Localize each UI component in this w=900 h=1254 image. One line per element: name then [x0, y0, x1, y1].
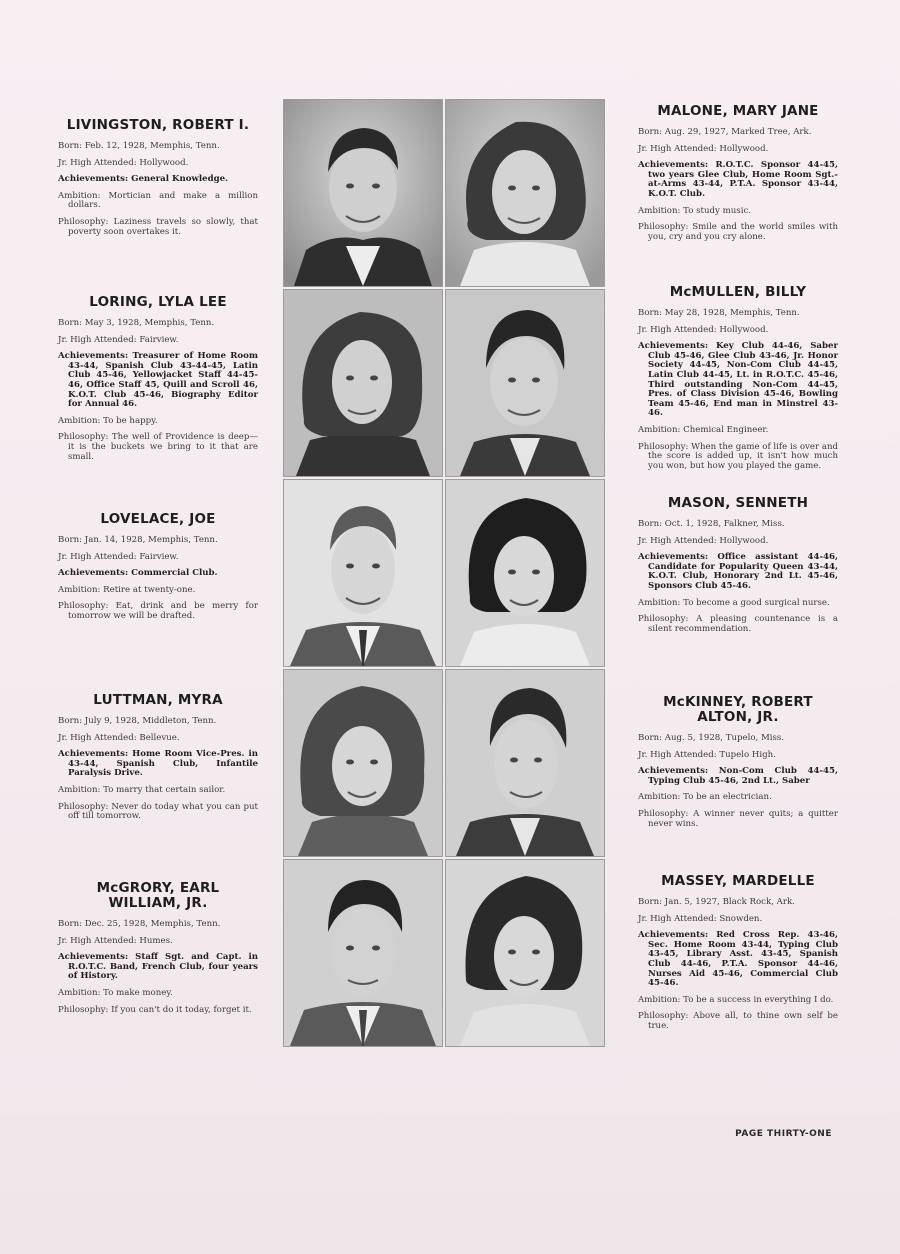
born-line: Born: Feb. 12, 1928, Memphis, Tenn. [58, 141, 220, 151]
student-name: MASSEY, MARDELLE [661, 873, 815, 889]
achievements-line: Achievements: General Knowledge. [58, 174, 229, 185]
bio-massey [638, 874, 838, 1039]
achievements-line: Achievements: Staff Sgt. and Capt. in R.O.T.C. Band, French Club, four years of History. [58, 952, 258, 982]
ambition-line: Ambition: Chemical Engineer. [638, 424, 769, 435]
jr-high-line: Jr. High Attended: Fairview. [58, 334, 179, 345]
student-name: McMULLEN, BILLY [669, 284, 807, 300]
bio-malone [638, 104, 838, 249]
achievements-line: Achievements: Key Club 44-46, Saber Club 45-46, Glee Club 43-46, Jr. Honor Society 44-45, Non-Com Club 44-45, Latin Club 44-45, Lt. in R.O.T.C. 45-46, Third outstanding Non-Com 44-45, Pres. of Class Division 45-46, Bowling Team 45-46, End man in Minstrel 43-46. [638, 341, 838, 419]
born-line: Born: Oct. 1, 1928, Falkner, Miss. [638, 519, 785, 529]
portrait-mcgrory [283, 859, 443, 1047]
achievements-line: Achievements: R.O.T.C. Sponsor 44-45, two years Glee Club, Home Room Sgt.-at-Arms 43-44, P.T.A. Sponsor 43-44, K.O.T. Club. [638, 160, 838, 199]
philosophy-line: Philosophy: Never do today what you can put off till tomorrow. [58, 801, 258, 822]
ambition-line: Ambition: Mortician and make a million dollars. [58, 190, 258, 211]
jr-high-line: Jr. High Attended: Snowden. [638, 913, 763, 924]
philosophy-line: Philosophy: A pleasing countenance is a silent recommendation. [638, 614, 838, 634]
bio-luttman [58, 693, 258, 829]
born-line: Born: Jan. 5, 1927, Black Rock, Ark. [638, 897, 795, 907]
bio-lovelace [58, 512, 258, 629]
student-name: MASON, SENNETH [667, 495, 809, 511]
jr-high-line: Jr. High Attended: Hollywood. [58, 157, 189, 168]
portrait-massey [445, 859, 605, 1047]
philosophy-line: Philosophy: Laziness travels so slowly, that poverty soon overtakes it. [58, 216, 258, 237]
bio-loring [58, 295, 258, 469]
jr-high-line: Jr. High Attended: Hollywood. [638, 143, 769, 154]
philosophy-line: Philosophy: The well of Providence is deep—it is the buckets we bring to it that are small. [58, 432, 258, 462]
portrait-lovelace [283, 479, 443, 667]
portrait-mason [445, 479, 605, 667]
achievements-line: Achievements: Red Cross Rep. 43-46, Sec. Home Room 43-44, Typing Club 43-45, Library Asst. 43-45, Spanish Club 44-46, P.T.A. Sponsor 44-46, Nurses Aid 45-46, Commercial Club 45-46. [638, 930, 838, 989]
born-line: Born: July 9, 1928, Middleton, Tenn. [58, 716, 217, 726]
bio-livingston [58, 118, 258, 244]
bio-mckinney [638, 695, 838, 836]
jr-high-line: Jr. High Attended: Tupelo High. [638, 749, 776, 760]
born-line: Born: Aug. 5, 1928, Tupelo, Miss. [638, 733, 785, 743]
student-name: McKINNEY, ROBERT ALTON, JR. [663, 694, 813, 725]
student-name: MALONE, MARY JANE [657, 103, 819, 119]
student-name: McGRORY, EARL WILLIAM, JR. [96, 880, 220, 911]
achievements-line: Achievements: Non-Com Club 44-45, Typing Club 45-46, 2nd Lt., Saber [638, 766, 838, 786]
born-line: Born: Dec. 25, 1928, Memphis, Tenn. [58, 919, 221, 929]
achievements-line: Achievements: Commercial Club. [58, 568, 218, 579]
philosophy-line: Philosophy: Above all, to thine own self be true. [638, 1011, 838, 1031]
jr-high-line: Jr. High Attended: Hollywood. [638, 535, 769, 546]
student-name: LORING, LYLA LEE [89, 294, 227, 310]
portrait-malone [445, 99, 605, 287]
jr-high-line: Jr. High Attended: Hollywood. [638, 324, 769, 335]
achievements-line: Achievements: Home Room Vice-Pres. in 43-44, Spanish Club, Infantile Paralysis Drive. [58, 749, 258, 779]
jr-high-line: Jr. High Attended: Humes. [58, 935, 173, 946]
jr-high-line: Jr. High Attended: Bellevue. [58, 732, 180, 743]
bio-mcmullen [638, 285, 838, 478]
born-line: Born: Jan. 14, 1928, Memphis, Tenn. [58, 535, 218, 545]
bio-mason [638, 496, 838, 641]
born-line: Born: May 28, 1928, Memphis, Tenn. [638, 308, 800, 318]
ambition-line: Ambition: Retire at twenty-one. [58, 584, 196, 595]
philosophy-line: Philosophy: Smile and the world smiles with you, cry and you cry alone. [638, 222, 838, 242]
student-name: LOVELACE, JOE [100, 511, 216, 527]
ambition-line: Ambition: To marry that certain sailor. [58, 784, 226, 795]
achievements-line: Achievements: Treasurer of Home Room 43-44, Spanish Club 43-44-45, Latin Club 45-46, Yellowjacket Staff 44-45-46, Office Staff 45, Quill and Scroll 46, K.O.T. Club 45-46, Biography Editor for Annual 46. [58, 351, 258, 410]
ambition-line: Ambition: To study music. [638, 205, 751, 216]
portrait-luttman [283, 669, 443, 857]
philosophy-line: Philosophy: If you can't do it today, forget it. [58, 1004, 252, 1015]
portrait-mcmullen [445, 289, 605, 477]
page-number: PAGE THIRTY-ONE [735, 1129, 832, 1139]
ambition-line: Ambition: To make money. [58, 987, 173, 998]
ambition-line: Ambition: To be an electrician. [638, 792, 772, 803]
bio-mcgrory [58, 881, 258, 1022]
philosophy-line: Philosophy: Eat, drink and be merry for tomorrow we will be drafted. [58, 601, 258, 621]
achievements-line: Achievements: Office assistant 44-46, Candidate for Popularity Queen 43-44, K.O.T. Club, Honorary 2nd Lt. 45-46, Sponsors Club 45-46. [638, 552, 838, 591]
ambition-line: Ambition: To be happy. [58, 415, 158, 426]
born-line: Born: May 3, 1928, Memphis, Tenn. [58, 318, 215, 328]
philosophy-line: Philosophy: When the game of life is over and the score is added up, it isn't how much you won, but how you played the game. [638, 441, 838, 471]
ambition-line: Ambition: To be a success in everything I do. [638, 994, 834, 1005]
portrait-livingston [283, 99, 443, 287]
portrait-loring [283, 289, 443, 477]
portrait-grid [283, 99, 605, 1049]
born-line: Born: Aug. 29, 1927, Marked Tree, Ark. [638, 127, 812, 137]
philosophy-line: Philosophy: A winner never quits; a quitter never wins. [638, 808, 838, 829]
portrait-mckinney [445, 669, 605, 857]
student-name: LUTTMAN, MYRA [93, 692, 223, 708]
jr-high-line: Jr. High Attended: Fairview. [58, 551, 179, 562]
student-name: LIVINGSTON, ROBERT I. [66, 117, 250, 133]
ambition-line: Ambition: To become a good surgical nurse. [638, 597, 830, 608]
